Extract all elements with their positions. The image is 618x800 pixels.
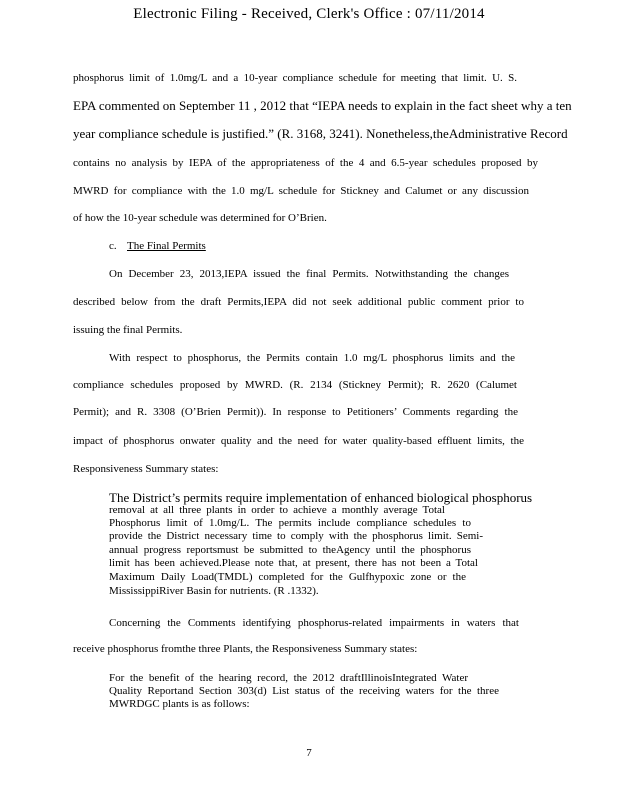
body-line: impact of phosphorus onwater quality and the need for water quality-based effluent limits, the: [73, 435, 524, 447]
quote-line: The District’s permits require implementation of enhanced biological phosphorus: [109, 490, 533, 505]
body-line: receive phosphorus fromthe three Plants, the Responsiveness Summary states:: [73, 643, 418, 655]
section-label: c.: [109, 240, 117, 252]
body-line: With respect to phosphorus, the Permits contain 1.0 mg/L phosphorus limits and the: [109, 352, 515, 364]
body-line: issuing the final Permits.: [73, 324, 183, 336]
body-line: phosphorus limit of 1.0mg/L and a 10-year compliance schedule for meeting that limit. U. S.: [73, 72, 517, 84]
quote-line: provide the District necessary time to comply with the phosphorus limit. Semi-: [109, 530, 483, 542]
quote-line: For the benefit of the hearing record, the 2012 draftIllinoisIntegrated Water: [109, 672, 468, 684]
body-line: of how the 10-year schedule was determined for O’Brien.: [73, 212, 327, 224]
page-number: 7: [306, 747, 312, 759]
quote-line: Maximum Daily Load(TMDL) completed for the Gulfhypoxic zone or the: [109, 571, 466, 583]
quote-line: removal at all three plants in order to achieve a monthly average Total: [109, 504, 445, 516]
body-line: year compliance schedule is justified.” (R. 3168, 3241). Nonetheless,theAdministrative Record: [73, 126, 568, 141]
body-line: On December 23, 2013,IEPA issued the final Permits. Notwithstanding the changes: [109, 268, 509, 280]
quote-line: Phosphorus limit of 1.0mg/L. The permits include compliance schedules to: [109, 517, 471, 529]
body-line: contains no analysis by IEPA of the appropriateness of the 4 and 6.5-year schedules proposed by: [73, 157, 538, 169]
quote-line: MississippiRiver Basin for nutrients. (R .1332).: [109, 585, 319, 597]
quote-line: MWRDGC plants is as follows:: [109, 698, 250, 710]
body-line: EPA commented on September 11 , 2012 that “IEPA needs to explain in the fact sheet why a ten: [73, 98, 572, 113]
body-line: Concerning the Comments identifying phosphorus-related impairments in waters that: [109, 617, 519, 629]
body-line: Responsiveness Summary states:: [73, 463, 219, 475]
body-line: described below from the draft Permits,IEPA did not seek additional public comment prior to: [73, 296, 524, 308]
quote-line: annual progress reportsmust be submitted to theAgency until the phosphorus: [109, 544, 471, 556]
filing-header: Electronic Filing - Received, Clerk's Office : 07/11/2014: [133, 6, 485, 22]
body-line: compliance schedules proposed by MWRD. (R. 2134 (Stickney Permit); R. 2620 (Calumet: [73, 379, 517, 391]
quote-line: limit has been achieved.Please note that, at present, there has not been a Total: [109, 557, 478, 569]
section-title: The Final Permits: [127, 240, 206, 252]
body-line: Permit); and R. 3308 (O’Brien Permit)). In response to Petitioners’ Comments regarding the: [73, 406, 518, 418]
body-line: MWRD for compliance with the 1.0 mg/L schedule for Stickney and Calumet or any discussion: [73, 185, 529, 197]
quote-line: Quality Reportand Section 303(d) List status of the receiving waters for the three: [109, 685, 499, 697]
